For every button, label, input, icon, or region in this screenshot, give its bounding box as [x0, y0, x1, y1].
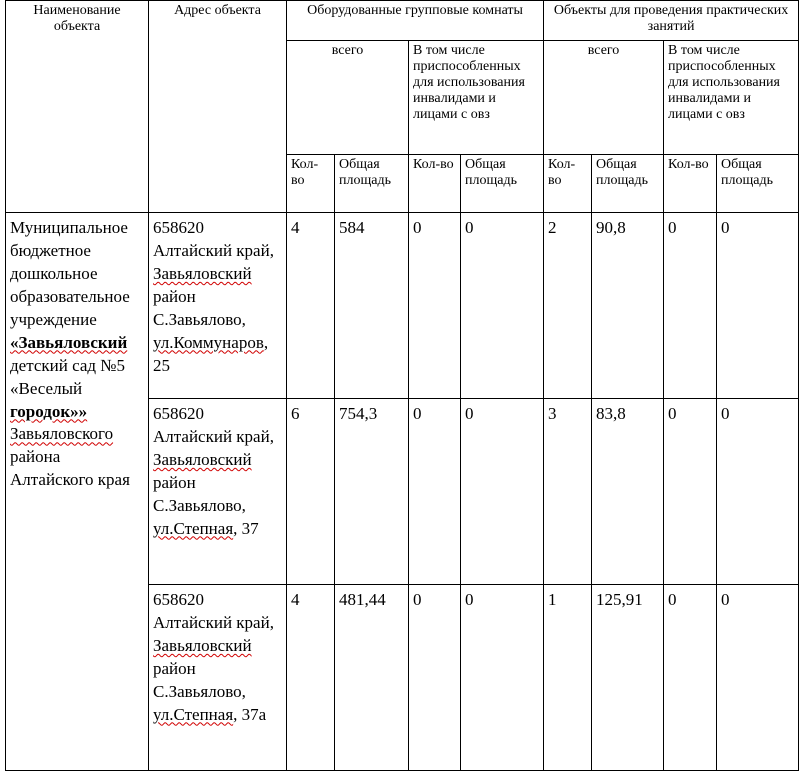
facilities-table	[5, 0, 799, 771]
rooms-disabled-count: 0	[409, 585, 461, 771]
practice-disabled-area: 0	[717, 585, 799, 771]
address-text: 658620 Алтайский край,	[153, 218, 274, 260]
practice-count: 2	[544, 213, 592, 399]
institution-name-text: городок»»	[10, 401, 88, 421]
practice-area: 90,8	[592, 213, 664, 399]
institution-name-text: района Алтайского края	[10, 447, 130, 490]
institution-name-text: «Завьяловский	[10, 332, 128, 352]
header-area: Общая площадь	[461, 155, 544, 213]
institution-name-text: Завьяловского	[10, 424, 114, 444]
rooms-count: 6	[287, 399, 335, 585]
header-practice-incl-disabled: В том числе приспособленных для использования инвалидами и лицами с овз	[664, 41, 799, 155]
practice-area: 83,8	[592, 399, 664, 585]
rooms-disabled-area: 0	[461, 585, 544, 771]
address-cell	[149, 585, 287, 771]
header-rooms-total: всего	[287, 41, 409, 155]
address-text: Завьяловский	[153, 449, 252, 469]
institution-name-text: детский сад №5 «Веселый	[10, 355, 125, 398]
institution-name-cell	[6, 213, 149, 771]
address-text: 658620 Алтайский край,	[153, 590, 274, 632]
practice-area: 125,91	[592, 585, 664, 771]
header-count: Кол-во	[544, 155, 592, 213]
table-row	[6, 213, 799, 399]
header-area: Общая площадь	[717, 155, 799, 213]
address-text: , 25	[153, 332, 269, 375]
address-text: , 37	[233, 518, 259, 538]
rooms-disabled-area: 0	[461, 213, 544, 399]
address-text: ул.Степная	[153, 704, 234, 724]
rooms-area: 584	[335, 213, 409, 399]
practice-disabled-area: 0	[717, 213, 799, 399]
address-cell	[149, 399, 287, 585]
header-count: Кол-во	[664, 155, 717, 213]
practice-disabled-count: 0	[664, 399, 717, 585]
address-cell	[149, 213, 287, 399]
practice-count: 1	[544, 585, 592, 771]
practice-disabled-count: 0	[664, 585, 717, 771]
address-text: ул.Коммунаров	[153, 332, 264, 352]
rooms-area: 481,44	[335, 585, 409, 771]
institution-name-text: Муниципальное бюджетное дошкольное образовательное учреждение	[10, 218, 130, 329]
rooms-disabled-area: 0	[461, 399, 544, 585]
header-group-rooms: Оборудованные групповые комнаты	[287, 1, 544, 41]
practice-disabled-count: 0	[664, 213, 717, 399]
header-area: Общая площадь	[335, 155, 409, 213]
address-text: район С.Завьялово,	[153, 472, 246, 515]
header-area: Общая площадь	[592, 155, 664, 213]
header-practice-total: всего	[544, 41, 664, 155]
header-count: Кол-во	[287, 155, 335, 213]
rooms-count: 4	[287, 585, 335, 771]
practice-count: 3	[544, 399, 592, 585]
header-object-address: Адрес объекта	[149, 1, 287, 213]
rooms-area: 754,3	[335, 399, 409, 585]
address-text: Завьяловский	[153, 263, 252, 283]
address-text: , 37а	[233, 704, 267, 724]
rooms-disabled-count: 0	[409, 399, 461, 585]
address-text: район С.Завьялово,	[153, 286, 246, 329]
address-text: 658620 Алтайский край,	[153, 404, 274, 446]
practice-disabled-area: 0	[717, 399, 799, 585]
header-count: Кол-во	[409, 155, 461, 213]
header-rooms-incl-disabled: В том числе приспособленных для использования инвалидами и лицами с овз	[409, 41, 544, 155]
address-text: район С.Завьялово,	[153, 658, 246, 701]
address-text: Завьяловский	[153, 635, 252, 655]
rooms-disabled-count: 0	[409, 213, 461, 399]
rooms-count: 4	[287, 213, 335, 399]
header-practice-objects: Объекты для проведения практических занятий	[544, 1, 799, 41]
header-object-name: Наименование объекта	[6, 1, 149, 213]
address-text: ул.Степная	[153, 518, 234, 538]
